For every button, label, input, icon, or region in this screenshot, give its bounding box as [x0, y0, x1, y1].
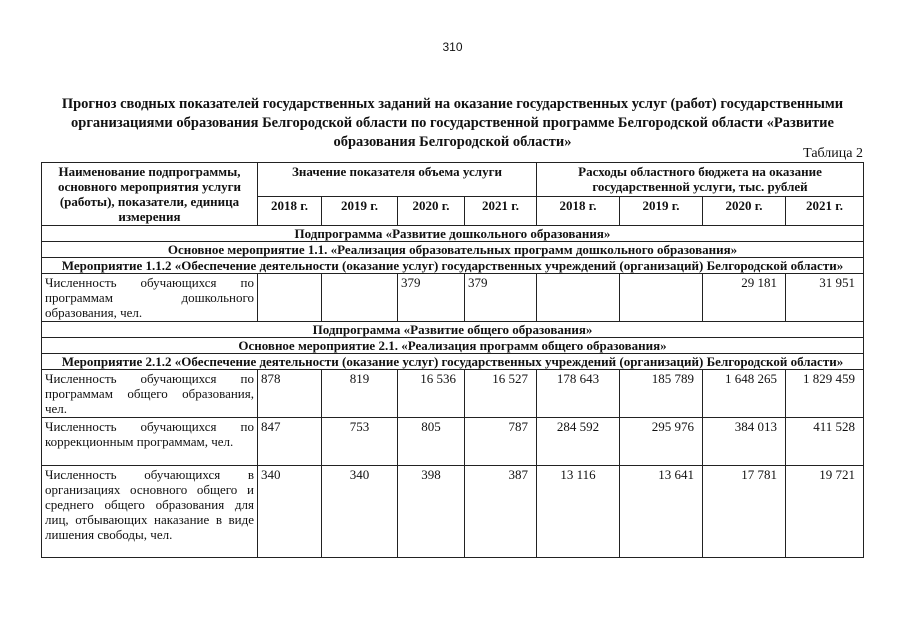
budget-cell: 284 592 — [537, 418, 620, 466]
indicator-name: Численность обучающихся по программам дошкольного образования, чел. — [42, 274, 258, 322]
header-year: 2021 г. — [786, 197, 864, 226]
budget-cell: 13 116 — [537, 466, 620, 558]
budget-cell: 29 181 — [703, 274, 786, 322]
volume-cell: 398 — [398, 466, 465, 558]
event-heading: Мероприятие 1.1.2 «Обеспечение деятельности (оказание услуг) государственных учреждений (организаций) Белгородской области» — [42, 258, 864, 274]
volume-cell: 379 — [465, 274, 537, 322]
header-year: 2019 г. — [620, 197, 703, 226]
budget-cell: 1 829 459 — [786, 370, 864, 418]
volume-cell: 387 — [465, 466, 537, 558]
document-title: Прогноз сводных показателей государственных заданий на оказание государственных услуг (работ) государственными организациями образования Белгородской области по государственной программе Белгородской области «Развитие образования Белгородской области» — [61, 96, 844, 150]
volume-cell: 16 536 — [398, 370, 465, 418]
header-year: 2018 г. — [258, 197, 322, 226]
budget-cell: 384 013 — [703, 418, 786, 466]
budget-cell: 31 951 — [786, 274, 864, 322]
subprogram-heading: Подпрограмма «Развитие дошкольного образования» — [42, 226, 864, 242]
forecast-table — [41, 162, 864, 558]
header-budget-group: Расходы областного бюджета на оказание государственной услуги, тыс. рублей — [537, 163, 864, 197]
volume-cell: 819 — [322, 370, 398, 418]
table-row — [42, 466, 864, 558]
header-volume-group: Значение показателя объема услуги — [258, 163, 537, 197]
header-year: 2018 г. — [537, 197, 620, 226]
table-row — [42, 370, 864, 418]
event-heading: Мероприятие 2.1.2 «Обеспечение деятельности (оказание услуг) государственных учреждений (организаций) Белгородской области» — [42, 354, 864, 370]
header-name-column: Наименование подпрограммы, основного мероприятия услуги (работы), показатели, единица измерения — [42, 163, 258, 226]
budget-cell: 17 781 — [703, 466, 786, 558]
table-row — [42, 274, 864, 322]
volume-cell: 878 — [258, 370, 322, 418]
main-event-heading: Основное мероприятие 2.1. «Реализация программ общего образования» — [42, 338, 864, 354]
budget-cell — [537, 274, 620, 322]
budget-cell: 178 643 — [537, 370, 620, 418]
volume-cell: 340 — [322, 466, 398, 558]
header-year: 2019 г. — [322, 197, 398, 226]
subprogram-heading: Подпрограмма «Развитие общего образования» — [42, 322, 864, 338]
volume-cell: 787 — [465, 418, 537, 466]
budget-cell: 1 648 265 — [703, 370, 786, 418]
volume-cell: 847 — [258, 418, 322, 466]
budget-cell: 13 641 — [620, 466, 703, 558]
volume-cell — [258, 274, 322, 322]
volume-cell: 805 — [398, 418, 465, 466]
header-year: 2020 г. — [703, 197, 786, 226]
volume-cell: 379 — [398, 274, 465, 322]
main-event-heading: Основное мероприятие 1.1. «Реализация образовательных программ дошкольного образования» — [42, 242, 864, 258]
table-label: Таблица 2 — [803, 146, 863, 161]
budget-cell: 295 976 — [620, 418, 703, 466]
budget-cell: 19 721 — [786, 466, 864, 558]
table-row — [42, 418, 864, 466]
indicator-name: Численность обучающихся в организациях основного общего и среднего общего образования для лиц, отбывающих наказание в виде лишения свободы, чел. — [42, 466, 258, 558]
page-number: 310 — [442, 40, 463, 54]
volume-cell: 340 — [258, 466, 322, 558]
volume-cell: 16 527 — [465, 370, 537, 418]
budget-cell — [620, 274, 703, 322]
volume-cell — [322, 274, 398, 322]
indicator-name: Численность обучающихся по программам общего образования, чел. — [42, 370, 258, 418]
header-year: 2021 г. — [465, 197, 537, 226]
indicator-name: Численность обучающихся по коррекционным программам, чел. — [42, 418, 258, 466]
budget-cell: 185 789 — [620, 370, 703, 418]
budget-cell: 411 528 — [786, 418, 864, 466]
header-year: 2020 г. — [398, 197, 465, 226]
volume-cell: 753 — [322, 418, 398, 466]
